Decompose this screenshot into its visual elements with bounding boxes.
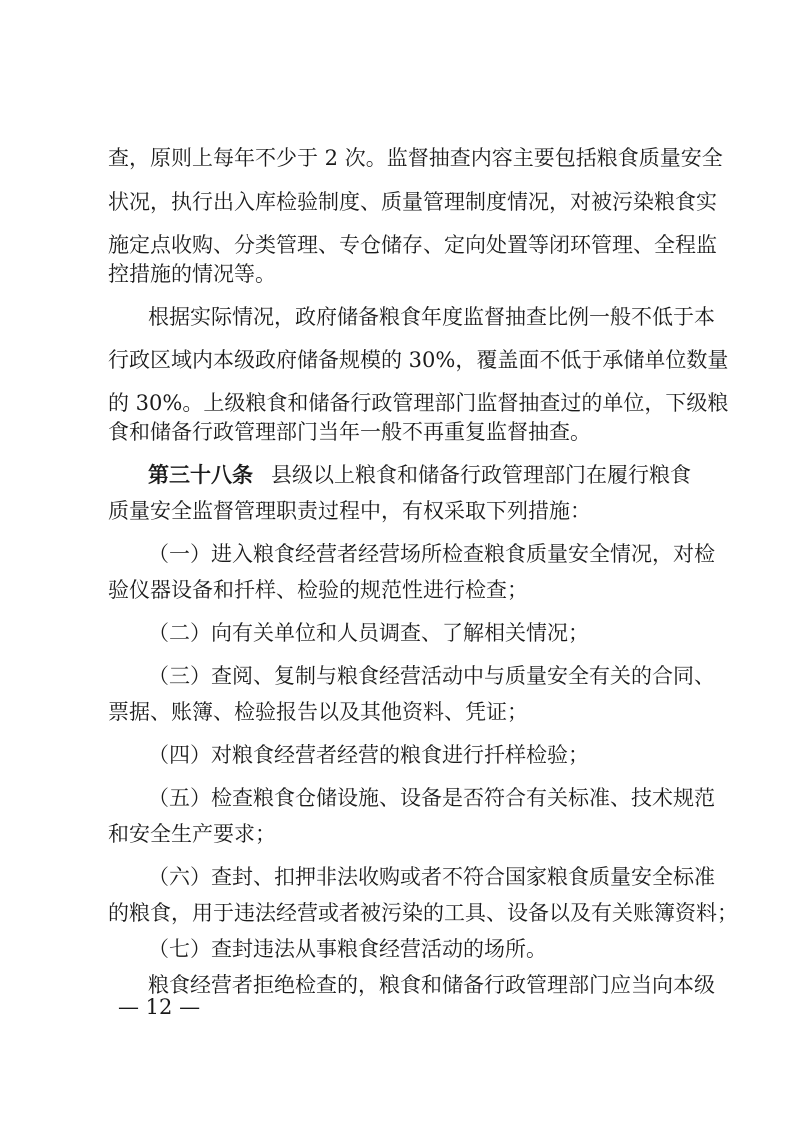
list-item: （一）进入粮食经营者经营场所检查粮食质量安全情况，对检 (148, 542, 715, 566)
list-item: （五）检查粮食仓储设施、设备是否符合有关标准、技术规范 (148, 786, 715, 810)
list-item: （六）查封、扣押非法收购或者不符合国家粮食质量安全标准 (148, 865, 715, 889)
article-heading-line (148, 458, 691, 492)
paragraph-line: 查，原则上每年不少于 2 次。监督抽查内容主要包括粮食质量安全 (108, 146, 723, 170)
list-item: （七）查封违法从事粮食经营活动的场所。 (148, 937, 547, 961)
paragraph-line: 施定点收购、分类管理、专仓储存、定向处置等闭环管理、全程监 (108, 233, 717, 257)
list-item: 票据、账簿、检验报告以及其他资料、凭证； (108, 700, 528, 724)
article-label: 第三十八条 (148, 463, 253, 487)
paragraph-line: 控措施的情况等。 (108, 262, 276, 286)
page-number: — 12 — (118, 995, 201, 1019)
paragraph-line: 粮食经营者拒绝检查的，粮食和储备行政管理部门应当向本级 (148, 973, 715, 997)
paragraph-line: 状况，执行出入库检验制度、质量管理制度情况，对被污染粮食实 (108, 190, 717, 214)
list-item: （四）对粮食经营者经营的粮食进行扦样检验； (148, 743, 589, 767)
article-text: 县级以上粮食和储备行政管理部门在履行粮食 (271, 463, 691, 487)
paragraph-line: 的 30%。上级粮食和储备行政管理部门监督抽查过的单位，下级粮 (108, 391, 729, 415)
paragraph-line: 食和储备行政管理部门当年一般不再重复监督抽查。 (108, 420, 591, 444)
list-item: 验仪器设备和扦样、检验的规范性进行检查； (108, 578, 528, 602)
paragraph-line: 质量安全监督管理职责过程中，有权采取下列措施： (108, 499, 591, 523)
list-item: （三）查阅、复制与粮食经营活动中与质量安全有关的合同、 (148, 664, 715, 688)
list-item: （二）向有关单位和人员调查、了解相关情况； (148, 621, 589, 645)
list-item: 和安全生产要求； (108, 822, 276, 846)
paragraph-line: 行政区域内本级政府储备规模的 30%，覆盖面不低于承储单位数量 (108, 348, 729, 372)
paragraph-line: 根据实际情况，政府储备粮食年度监督抽查比例一般不低于本 (148, 305, 715, 329)
list-item: 的粮食，用于违法经营或者被污染的工具、设备以及有关账簿资料； (108, 901, 738, 925)
